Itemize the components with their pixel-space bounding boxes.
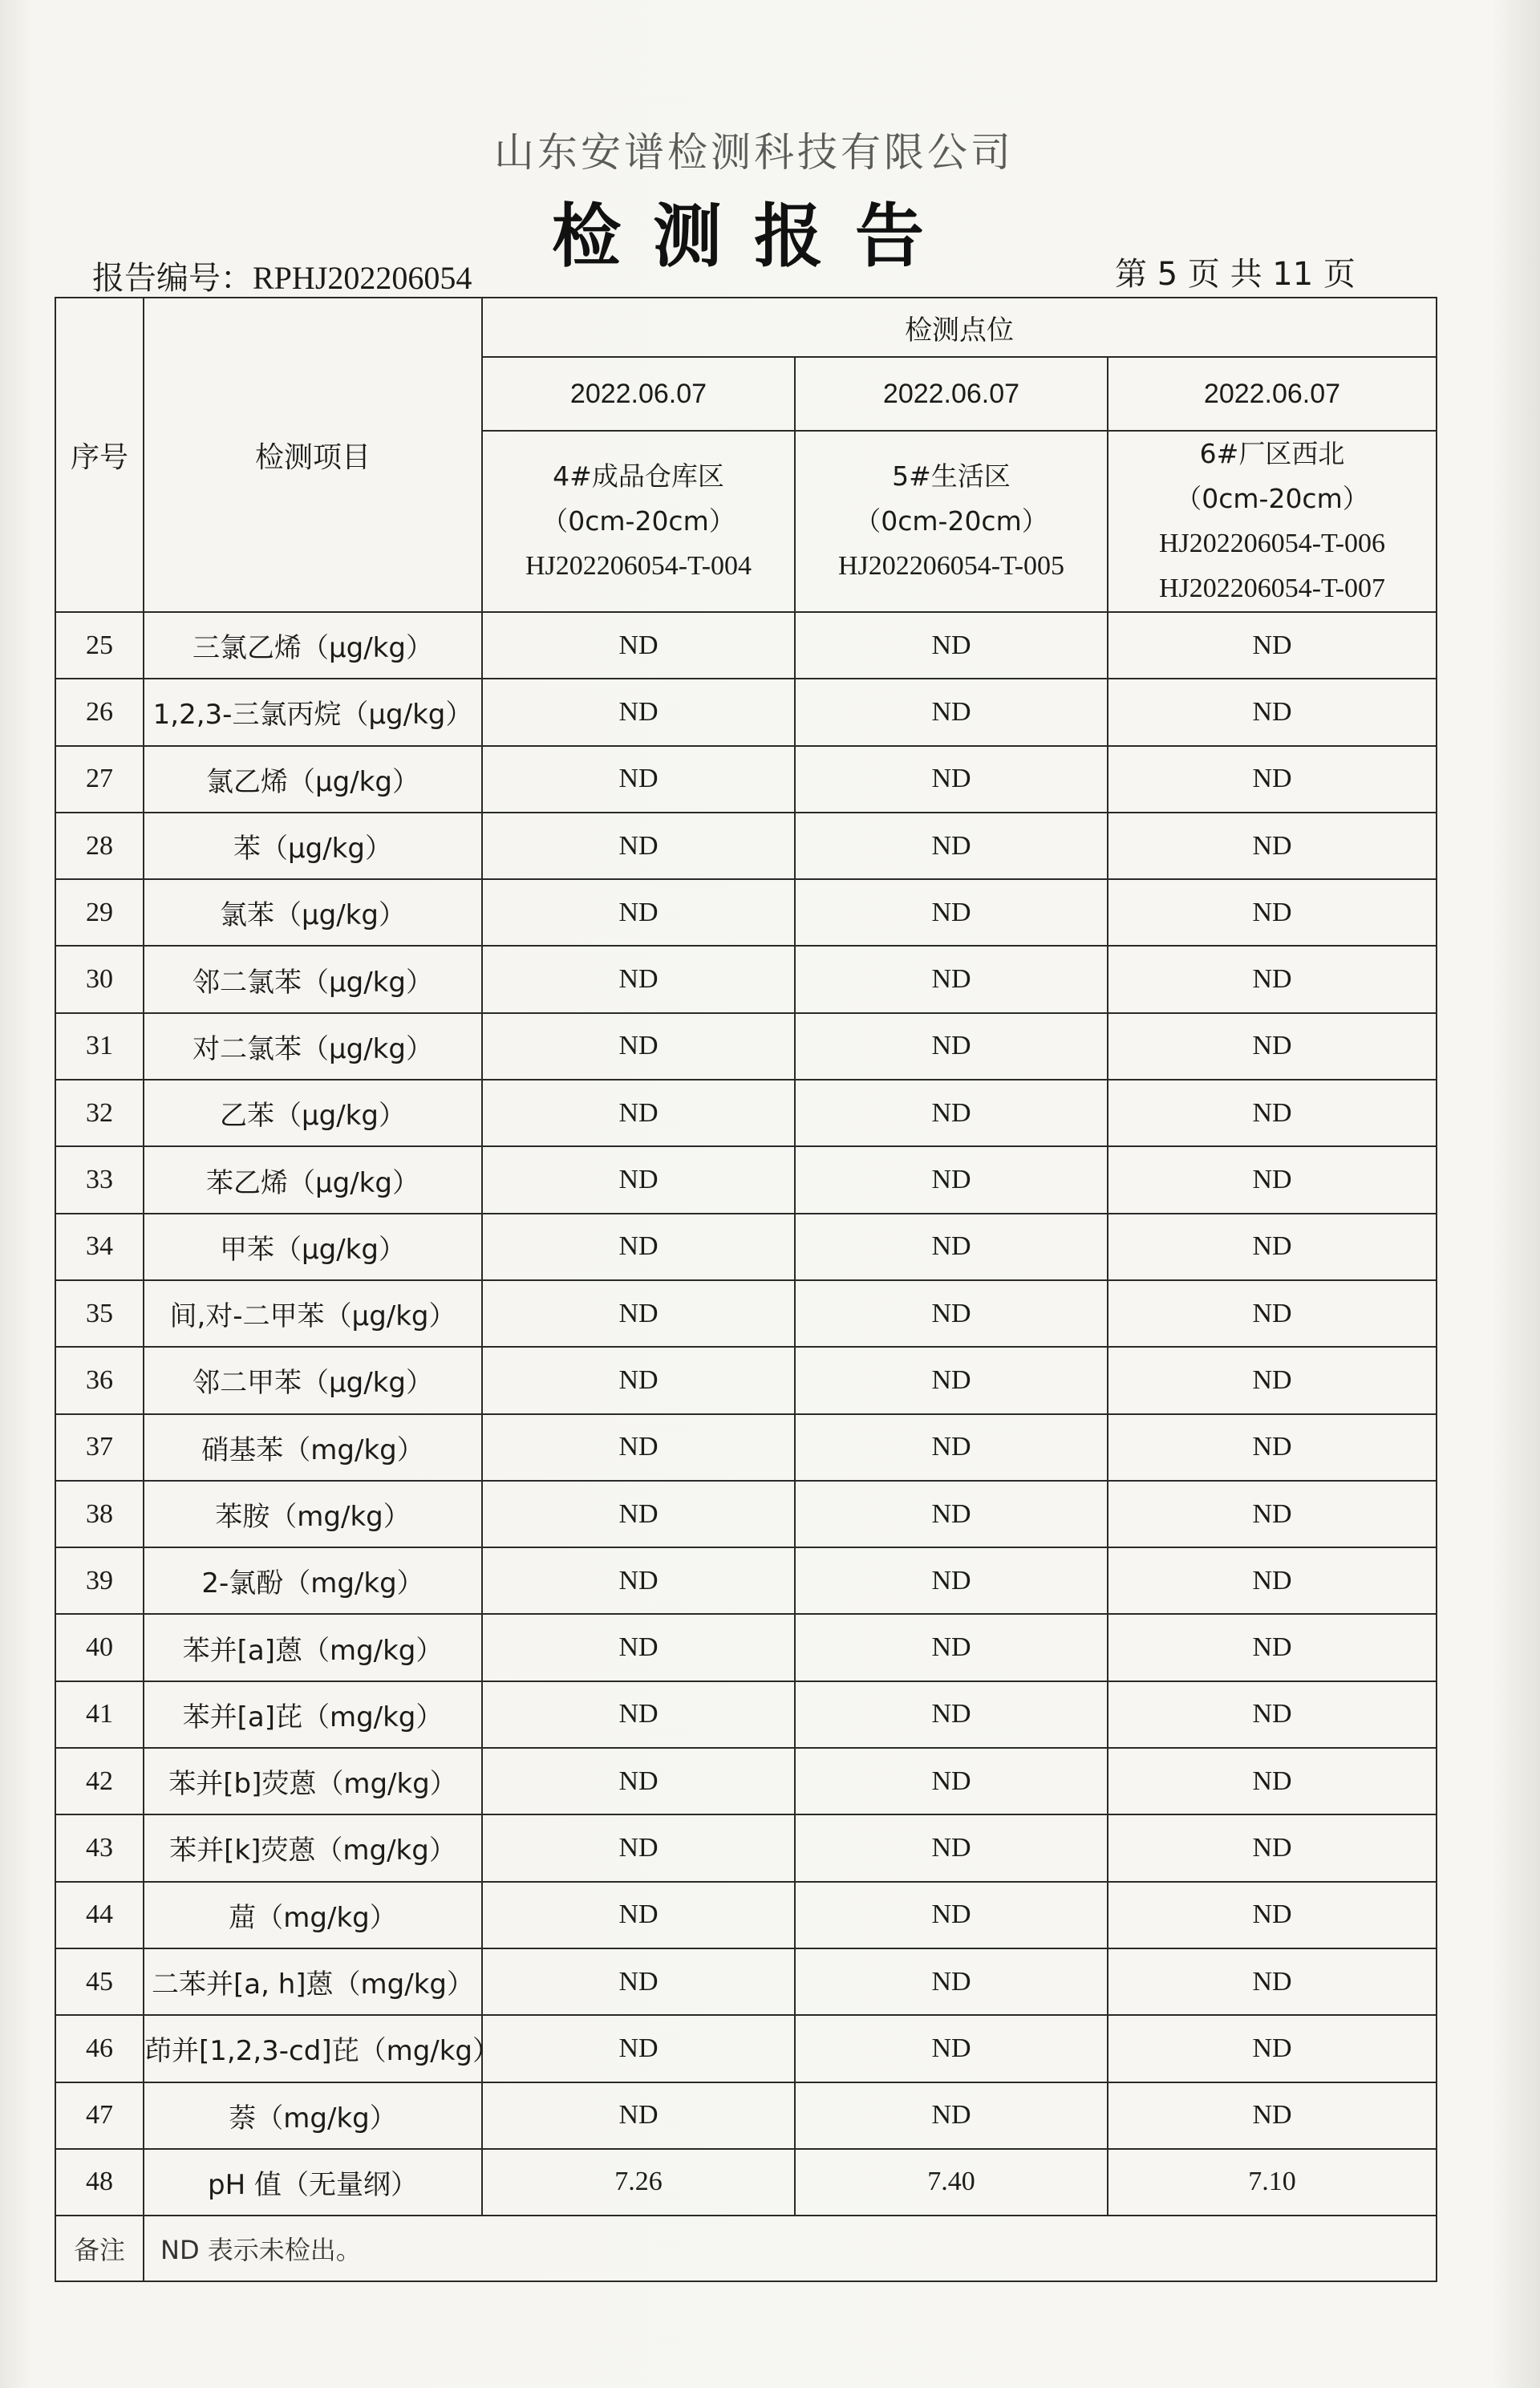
row-item: 苯（μg/kg） [144,813,482,879]
row-seq: 36 [55,1347,144,1413]
row-value-site-6: ND [1108,1481,1437,1547]
table-row [55,1280,1437,1347]
row-item: 二苯并[a, h]蒽（mg/kg） [144,1948,482,2015]
row-value-site-5: ND [795,1882,1108,1948]
row-item: 三氯乙烯（μg/kg） [144,612,482,679]
site-location [795,431,1108,612]
row-item: 苯并[b]荧蒽（mg/kg） [144,1748,482,1814]
row-seq: 41 [55,1681,144,1748]
row-seq: 30 [55,946,144,1012]
row-item: 邻二氯苯（μg/kg） [144,946,482,1012]
row-value-site-5: ND [795,1681,1108,1748]
row-value-site-5: ND [795,1280,1108,1347]
table-row [55,879,1437,946]
row-seq: 40 [55,1614,144,1681]
report-number [92,253,472,298]
remark-label: 备注 [55,2216,144,2281]
table-row [55,746,1437,813]
row-item: 苯乙烯（μg/kg） [144,1146,482,1213]
table-row [55,946,1437,1012]
sample-code: HJ202206054-T-005 [837,551,1065,581]
row-seq: 34 [55,1214,144,1280]
site-date: 2022.06.07 [1108,357,1437,431]
row-value-site-5: ND [795,1214,1108,1280]
row-value-site-5: ND [795,879,1108,946]
table-row [55,813,1437,879]
row-value-site-5: ND [795,813,1108,879]
row-seq: 39 [55,1547,144,1614]
row-value-site-5: ND [795,1614,1108,1681]
row-value-site-5: ND [795,612,1108,679]
company-name: 山东安谱检测科技有限公司 [494,129,1014,176]
row-value-site-4: ND [482,612,795,679]
row-value-site-6: ND [1108,2082,1437,2149]
row-seq: 48 [55,2149,144,2216]
remark-text: ND 表示未检出。 [144,2216,1437,2281]
table-row [55,1547,1437,1614]
row-value-site-4: ND [482,1681,795,1748]
row-value-site-4: ND [482,1280,795,1347]
row-value-site-4: ND [482,1013,795,1080]
row-value-site-5: ND [795,1481,1108,1547]
row-value-site-6: ND [1108,1948,1437,2015]
row-value-site-4: ND [482,1146,795,1213]
page-indicator: 第 5 页 共 11 页 [1115,256,1356,293]
row-value-site-6: ND [1108,946,1437,1012]
row-value-site-4: 7.26 [482,2149,795,2216]
report-number-label: 报告编号： [92,260,253,297]
row-value-site-4: ND [482,1347,795,1413]
row-item: 氯乙烯（μg/kg） [144,746,482,813]
site-date: 2022.06.07 [482,357,795,431]
row-item: 萘（mg/kg） [144,2082,482,2149]
table-row [55,1748,1437,1814]
row-value-site-6: ND [1108,813,1437,879]
row-seq: 37 [55,1414,144,1481]
row-item: 间,对-二甲苯（μg/kg） [144,1280,482,1347]
site-depth: （0cm-20cm） [1175,483,1369,514]
row-item: pH 值（无量纲） [144,2149,482,2216]
row-value-site-5: ND [795,2015,1108,2082]
table-row [55,612,1437,679]
row-seq: 47 [55,2082,144,2149]
row-value-site-4: ND [482,1614,795,1681]
row-item: 甲苯（μg/kg） [144,1214,482,1280]
row-seq: 29 [55,879,144,946]
row-item: 苯并[a]芘（mg/kg） [144,1681,482,1748]
table-row [55,1681,1437,1748]
table-row [55,1948,1437,2015]
row-item: 苯胺（mg/kg） [144,1481,482,1547]
row-seq: 33 [55,1146,144,1213]
row-item: 乙苯（μg/kg） [144,1080,482,1146]
row-value-site-5: ND [795,1414,1108,1481]
row-value-site-6: ND [1108,1882,1437,1948]
row-value-site-6: ND [1108,1013,1437,1080]
row-value-site-4: ND [482,2015,795,2082]
row-value-site-5: ND [795,1080,1108,1146]
row-value-site-6: ND [1108,2015,1437,2082]
table-row [55,2082,1437,2149]
row-value-site-6: ND [1108,879,1437,946]
row-value-site-6: 7.10 [1108,2149,1437,2216]
table-row [55,1013,1437,1080]
row-value-site-6: ND [1108,1681,1437,1748]
row-value-site-6: ND [1108,1547,1437,1614]
row-value-site-6: ND [1108,746,1437,813]
row-seq: 32 [55,1080,144,1146]
row-value-site-4: ND [482,1547,795,1614]
row-item: 硝基苯（mg/kg） [144,1414,482,1481]
row-value-site-5: ND [795,2082,1108,2149]
site-location [1108,431,1437,612]
row-seq: 45 [55,1948,144,2015]
table-row [55,2015,1437,2082]
table-row [55,1080,1437,1146]
row-item: 邻二甲苯（μg/kg） [144,1347,482,1413]
row-seq: 42 [55,1748,144,1814]
table-row [55,1814,1437,1881]
row-value-site-4: ND [482,679,795,745]
row-value-site-4: ND [482,1214,795,1280]
row-seq: 31 [55,1013,144,1080]
site-date: 2022.06.07 [795,357,1108,431]
table-row [55,1414,1437,1481]
row-item: 苯并[k]荧蒽（mg/kg） [144,1814,482,1881]
remark-row [55,2216,1437,2281]
report-title: 检测报告 [552,197,956,277]
row-value-site-4: ND [482,1882,795,1948]
row-value-site-4: ND [482,879,795,946]
row-value-site-4: ND [482,1948,795,2015]
row-value-site-6: ND [1108,1614,1437,1681]
header-item: 检测项目 [144,298,482,612]
row-item: 对二氯苯（μg/kg） [144,1013,482,1080]
row-value-site-5: ND [795,1748,1108,1814]
table-row [55,1882,1437,1948]
row-seq: 44 [55,1882,144,1948]
site-depth: （0cm-20cm） [541,505,736,537]
table-row [55,679,1437,745]
row-item: 䓛（mg/kg） [144,1882,482,1948]
row-value-site-6: ND [1108,1814,1437,1881]
row-value-site-5: ND [795,1547,1108,1614]
sample-code: HJ202206054-T-004 [525,551,752,581]
row-value-site-6: ND [1108,612,1437,679]
table-row [55,2149,1437,2216]
row-value-site-4: ND [482,1748,795,1814]
table-row [55,1347,1437,1413]
row-item: 苯并[a]蒽（mg/kg） [144,1614,482,1681]
row-value-site-6: ND [1108,1280,1437,1347]
site-name: 5#生活区 [892,460,1011,492]
row-value-site-5: ND [795,1814,1108,1881]
site-location [482,431,795,612]
site-depth: （0cm-20cm） [854,505,1048,537]
row-value-site-4: ND [482,946,795,1012]
row-seq: 43 [55,1814,144,1881]
row-value-site-6: ND [1108,1347,1437,1413]
row-value-site-5: ND [795,946,1108,1012]
row-value-site-4: ND [482,1814,795,1881]
row-item: 1,2,3-三氯丙烷（μg/kg） [144,679,482,745]
table-row [55,1214,1437,1280]
report-number-value: RPHJ202206054 [253,260,472,296]
row-value-site-6: ND [1108,1080,1437,1146]
row-seq: 28 [55,813,144,879]
row-value-site-6: ND [1108,1414,1437,1481]
row-item: 2-氯酚（mg/kg） [144,1547,482,1614]
row-seq: 27 [55,746,144,813]
row-value-site-4: ND [482,2082,795,2149]
row-value-site-5: ND [795,746,1108,813]
row-value-site-5: ND [795,1347,1108,1413]
row-item: 氯苯（μg/kg） [144,879,482,946]
row-value-site-4: ND [482,1080,795,1146]
row-value-site-6: ND [1108,1748,1437,1814]
header-points: 检测点位 [482,298,1437,357]
row-seq: 46 [55,2015,144,2082]
row-seq: 38 [55,1481,144,1547]
row-value-site-4: ND [482,1414,795,1481]
sample-code: HJ202206054-T-007 [1158,574,1386,603]
row-value-site-5: ND [795,1146,1108,1213]
table-row [55,1614,1437,1681]
row-value-site-5: 7.40 [795,2149,1108,2216]
row-seq: 35 [55,1280,144,1347]
site-name: 4#成品仓库区 [553,460,724,492]
row-item: 茚并[1,2,3-cd]芘（mg/kg） [144,2015,482,2082]
row-value-site-5: ND [795,679,1108,745]
row-value-site-4: ND [482,1481,795,1547]
row-seq: 25 [55,612,144,679]
row-value-site-5: ND [795,1948,1108,2015]
row-seq: 26 [55,679,144,745]
row-value-site-4: ND [482,746,795,813]
row-value-site-6: ND [1108,1146,1437,1213]
table-row [55,1481,1437,1547]
row-value-site-4: ND [482,813,795,879]
site-name: 6#厂区西北 [1199,438,1345,469]
table-row [55,1146,1437,1213]
header-seq: 序号 [55,298,144,612]
results-table [55,297,1437,2282]
sample-code: HJ202206054-T-006 [1158,529,1386,558]
row-value-site-5: ND [795,1013,1108,1080]
row-value-site-6: ND [1108,679,1437,745]
row-value-site-6: ND [1108,1214,1437,1280]
